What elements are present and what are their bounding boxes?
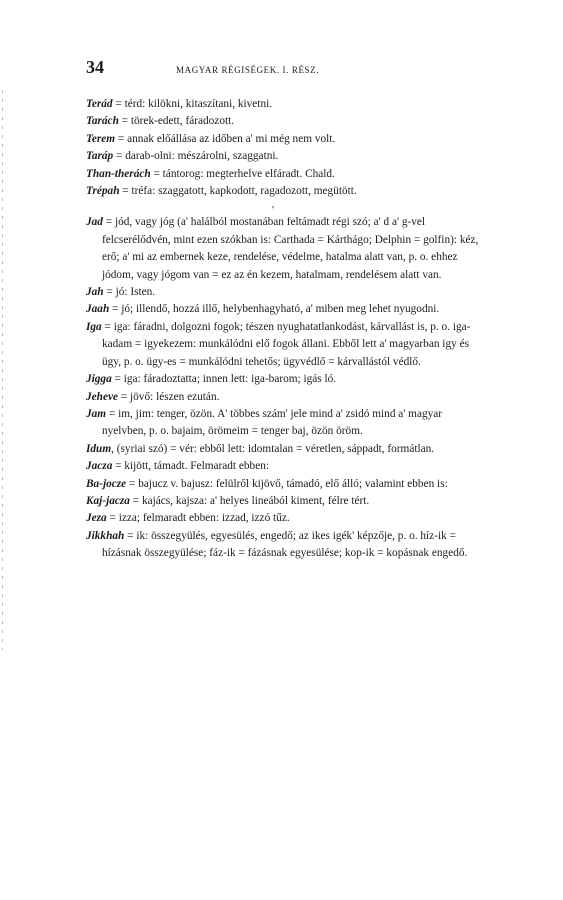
headword: Tarách: [86, 115, 119, 128]
headword: Iga: [86, 320, 102, 333]
headword: Jigga: [86, 373, 112, 386]
entry-jikkhah: [86, 528, 484, 563]
definition: = jövő: lészen ezután.: [118, 390, 220, 403]
headword: Jacza: [86, 460, 113, 473]
headword: Jam: [86, 407, 107, 420]
definition: = térd: kilökni, kitaszítani, kivetni.: [112, 98, 273, 110]
definition: = iga: fáradoztatta; innen lett: iga-barom; igás ló.: [111, 373, 337, 386]
headword: Kaj-jacza: [86, 494, 130, 507]
headword: Terem: [86, 132, 116, 145]
entry-jigga: [86, 371, 484, 388]
definition: = im, jim: tenger, özön. A' többes szám' jele mind a' zsidó mind a' magyar nyelvben, p. o. bajaim, örömeim = tenger baj, özön öröm.: [102, 407, 443, 438]
entry-terad: [86, 96, 484, 113]
headword: Trépah: [86, 185, 120, 198]
entry-jeza: [86, 510, 484, 527]
definition: = jó; illendő, hozzá illő, helybenhagyható, a' miben meg lehet nyugodni.: [109, 303, 440, 316]
entry-jah: [86, 284, 484, 301]
definition: , (syriai szó) = vér: ebből lett: idomtalan = véretlen, sáppadt, formátlan.: [111, 442, 435, 455]
headword: Jeheve: [86, 390, 118, 403]
definition: = izza; felmaradt ebben: izzad, izzó tűz.: [106, 512, 290, 525]
definition: = tántorog: megterhelve elfáradt. Chald.: [150, 167, 335, 180]
headword: Jikkhah: [86, 529, 125, 542]
entry-jacza: [86, 458, 484, 475]
entry-tarach: [86, 113, 484, 130]
entry-idum: [86, 441, 484, 458]
section-separator: ': [272, 204, 274, 217]
entry-jaah: [86, 301, 484, 318]
definition: = tréfa: szaggatott, kapkodott, ragadozott, megütött.: [119, 185, 357, 198]
entry-trepah: [86, 183, 484, 200]
definition: = ik: összegyülés, egyesülés, engedő; az ikes igék' képzője, p. o. híz-ik = hízásnak összegyülése; fáz-ik = fázásnak egyesülése; kop-ik = kopásnak engedő.: [102, 529, 468, 560]
definition: = törek-edett, fáradozott.: [118, 115, 235, 128]
scan-edge-mark: [2, 90, 3, 650]
entry-tarap: [86, 148, 484, 165]
entry-than-therach: [86, 166, 484, 183]
definition: = jód, vagy jóg (a' halálból mostanában feltámadt régi szó; a' d a' g-vel felcserélődvén, mint ezen szókban is: Carthada = Kárthágo; Delphin = golfin): kéz, erő; a' mi az embernek keze, rendelése, védelme, hatalma alatt van, p. o. ehhez jódom, vagy jógom van = ez az én kezem, hatalmam, rendelésem alatt van.: [102, 216, 479, 281]
entry-iga: [86, 319, 484, 371]
entry-jeheve: [86, 389, 484, 406]
entry-ba-jocze: [86, 476, 484, 493]
definition: = kijött, támadt. Felmaradt ebben:: [112, 460, 270, 473]
entry-jad: [86, 214, 484, 284]
headword: Taráp: [86, 150, 114, 163]
page-header: [86, 57, 484, 81]
definition: = iga: fáradni, dolgozni fogok; tészen nyughatatlankodást, kárvallást is, p. o. iga-kadam = igyekezem: munkálódni elő fogok állani. Ebből lett a' magyarban igy és ügy, p. o. ügy-es = munkálódni tehetős; ügyvédlő = kárvallástól védlő.: [101, 320, 471, 368]
headword: Jaah: [86, 303, 110, 316]
definition: = kajács, kajsza: a' helyes lineából kiment, félre tért.: [129, 494, 370, 507]
headword: Ba-jocze: [86, 477, 127, 490]
headword: Jah: [86, 286, 104, 299]
dictionary-body: [86, 96, 484, 563]
definition: = annak előállása az időben a' mi még nem volt.: [115, 132, 336, 145]
definition: = darab-olni: mészárolni, szaggatni.: [113, 150, 279, 163]
entry-jam: [86, 406, 484, 441]
headword: Jeza: [86, 512, 107, 525]
page-number: 34: [86, 57, 104, 77]
headword: Jad: [86, 216, 103, 229]
headword: Than-therách: [86, 167, 151, 180]
definition: = bajucz v. bajusz: felülről kijövő, támadó, elő álló; valamint ebben is:: [126, 477, 448, 490]
entry-kaj-jacza: [86, 493, 484, 510]
entry-terem: [86, 131, 484, 148]
running-title: MAGYAR RÉGISÉGEK. I. RÉSZ.: [176, 65, 320, 75]
definition: = jó: Isten.: [103, 286, 156, 299]
headword: Terád: [86, 98, 113, 110]
headword: Idum: [86, 442, 112, 455]
